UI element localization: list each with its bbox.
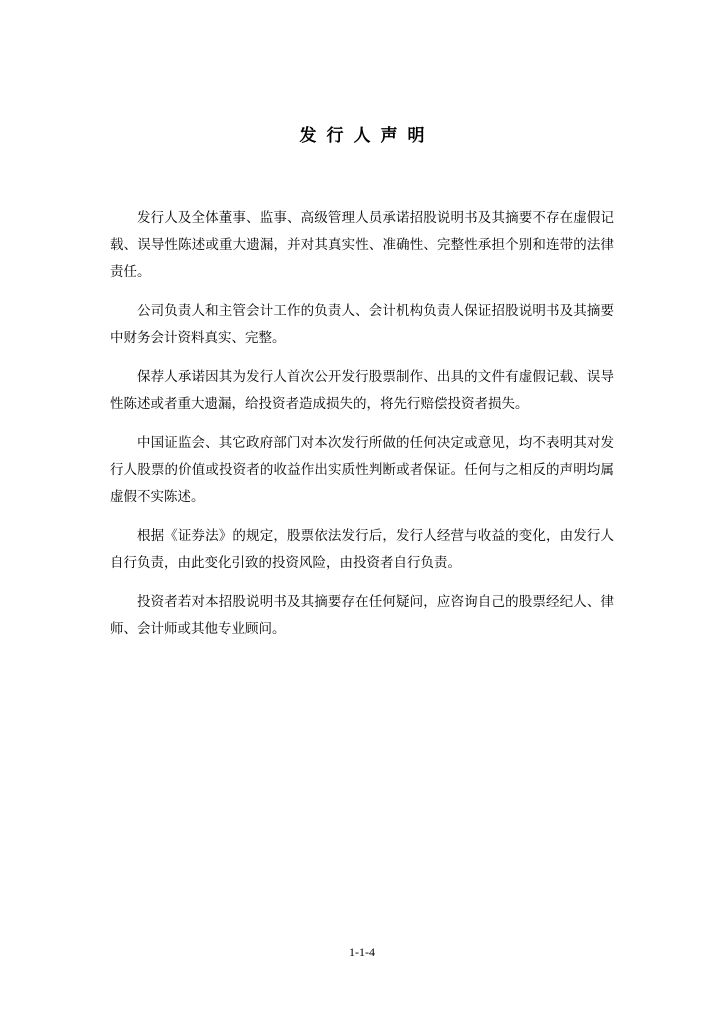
paragraph-1: 发行人及全体董事、监事、高级管理人员承诺招股说明书及其摘要不存在虚假记载、误导性陈述或重大遗漏，并对其真实性、准确性、完整性承担个别和连带的法律责任。 bbox=[110, 210, 614, 280]
paragraph-3: 保荐人承诺因其为发行人首次公开发行股票制作、出具的文件有虚假记载、误导性陈述或者重大遗漏，给投资者造成损失的，将先行赔偿投资者损失。 bbox=[110, 369, 614, 412]
paragraph-4: 中国证监会、其它政府部门对本次发行所做的任何决定或意见，均不表明其对发行人股票的价值或投资者的收益作出实质性判断或者保证。任何与之相反的声明均属虚假不实陈述。 bbox=[110, 435, 614, 505]
document-body bbox=[110, 205, 614, 655]
page-number: 1-1-4 bbox=[349, 945, 375, 959]
paragraph-2: 公司负责人和主管会计工作的负责人、会计机构负责人保证招股说明书及其摘要中财务会计资料真实、完整。 bbox=[110, 303, 614, 346]
paragraph-6: 投资者若对本招股说明书及其摘要存在任何疑问，应咨询自己的股票经纪人、律师、会计师或其他专业顾问。 bbox=[110, 594, 614, 637]
paragraph-5: 根据《证券法》的规定，股票依法发行后，发行人经营与收益的变化，由发行人自行负责，由此变化引致的投资风险，由投资者自行负责。 bbox=[110, 528, 614, 571]
page-title: 发行人声明 bbox=[299, 126, 435, 146]
